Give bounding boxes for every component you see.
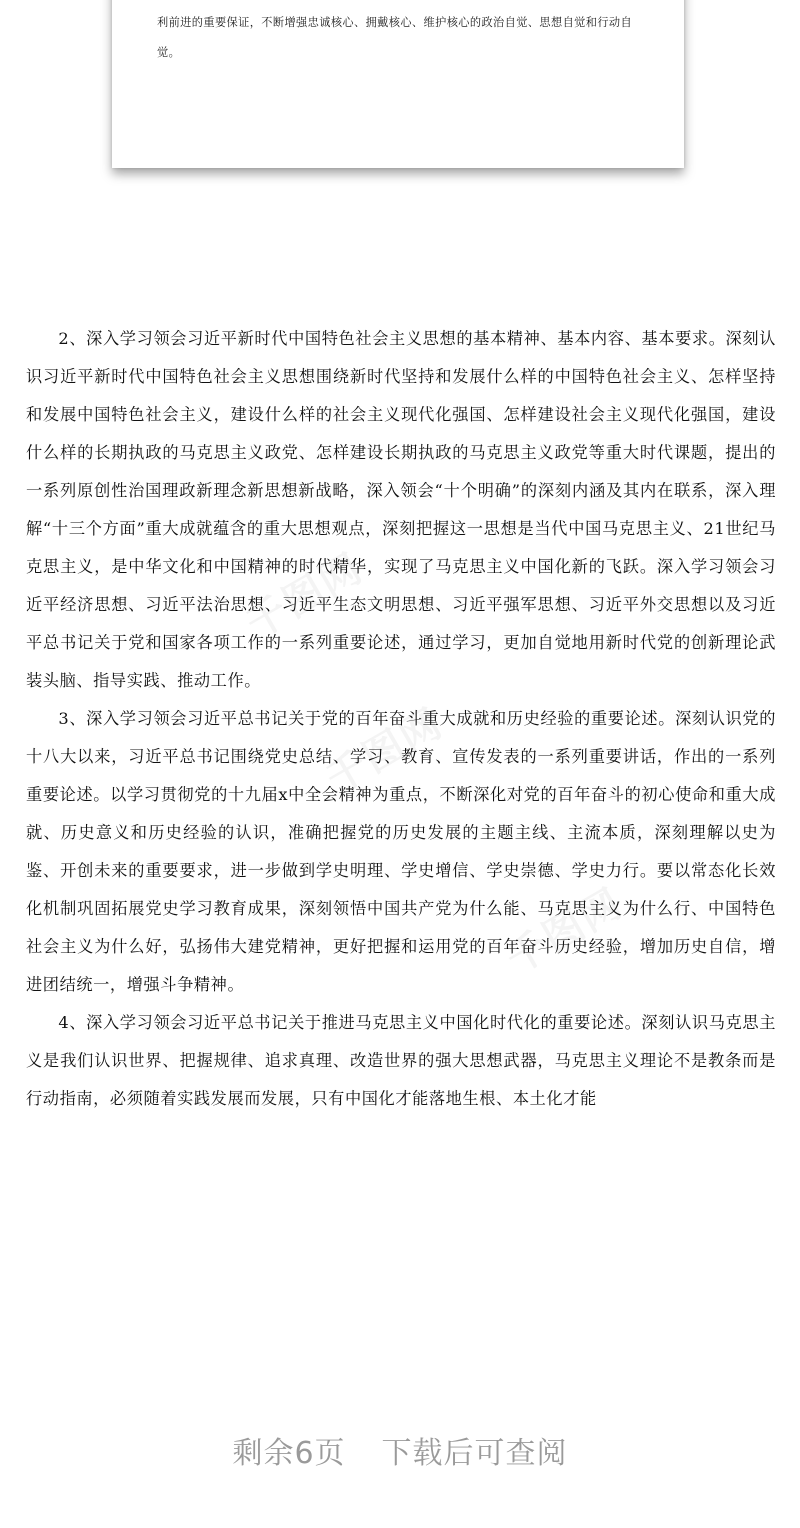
watermark: 千图网 [238, 545, 371, 648]
document-body [26, 320, 776, 1118]
paragraph-2: 2、深入学习领会习近平新时代中国特色社会主义思想的基本精神、基本内容、基本要求。深刻认识习近平新时代中国特色社会主义思想围绕新时代坚持和发展什么样的中国特色社会主义、怎样坚持和发展中国特色社会主义，建设什么样的社会主义现代化强国、怎样建设社会主义现代化强国，建设什么样的长期执政的马克思主义政党、怎样建设长期执政的马克思主义政党等重大时代课题，提出的一系列原创性治国理政新理念新思想新战略，深入领会“十个明确”的深刻内涵及其内在联系，深入理解“十三个方面”重大成就蕴含的重大思想观点，深刻把握这一思想是当代中国马克思主义、21世纪马克思主义，是中华文化和中国精神的时代精华，实现了马克思主义中国化新的飞跃。深入学习领会习近平经济思想、习近平法治思想、习近平生态文明思想、习近平强军思想、习近平外交思想以及习近平总书记关于党和国家各项工作的一系列重要论述，通过学习，更加自觉地用新时代党的创新理论武装头脑、指导实践、推动工作。 [26, 329, 776, 690]
preview-page-card [112, 0, 684, 168]
preview-text: 利前进的重要保证，不断增强忠诚核心、拥戴核心、维护核心的政治自觉、思想自觉和行动自觉。 [157, 16, 633, 59]
paragraph-3: 3、深入学习领会习近平总书记关于党的百年奋斗重大成就和历史经验的重要论述。深刻认识党的十八大以来，习近平总书记围绕党史总结、学习、教育、宣传发表的一系列重要讲话，作出的一系列重要论述。以学习贯彻党的十九届x中全会精神为重点，不断深化对党的百年奋斗的初心使命和重大成就、历史意义和历史经验的认识，准确把握党的历史发展的主题主线、主流本质，深刻理解以史为鉴、开创未来的重要要求，进一步做到学史明理、学史增信、学史崇德、学史力行。要以常态化长效化机制巩固拓展党史学习教育成果，深刻领悟中国共产党为什么能、马克思主义为什么行、中国特色社会主义为什么好，弘扬伟大建党精神，更好把握和运用党的百年奋斗历史经验，增加历史自信，增进团结统一，增强斗争精神。 [26, 709, 776, 994]
download-prompt[interactable] [0, 1428, 800, 1472]
watermark: 千图网 [318, 700, 451, 803]
remaining-pages-label: 剩余6页 [232, 1436, 346, 1471]
watermark: 千图网 [498, 880, 631, 983]
paragraph-4: 4、深入学习领会习近平总书记关于推进马克思主义中国化时代化的重要论述。深刻认识马克思主义是我们认识世界、把握规律、追求真理、改造世界的强大思想武器，马克思主义理论不是教条而是行动指南，必须随着实践发展而发展，只有中国化才能落地生根、本土化才能 [26, 1013, 776, 1108]
download-action-label[interactable]: 下载后可查阅 [381, 1436, 568, 1471]
